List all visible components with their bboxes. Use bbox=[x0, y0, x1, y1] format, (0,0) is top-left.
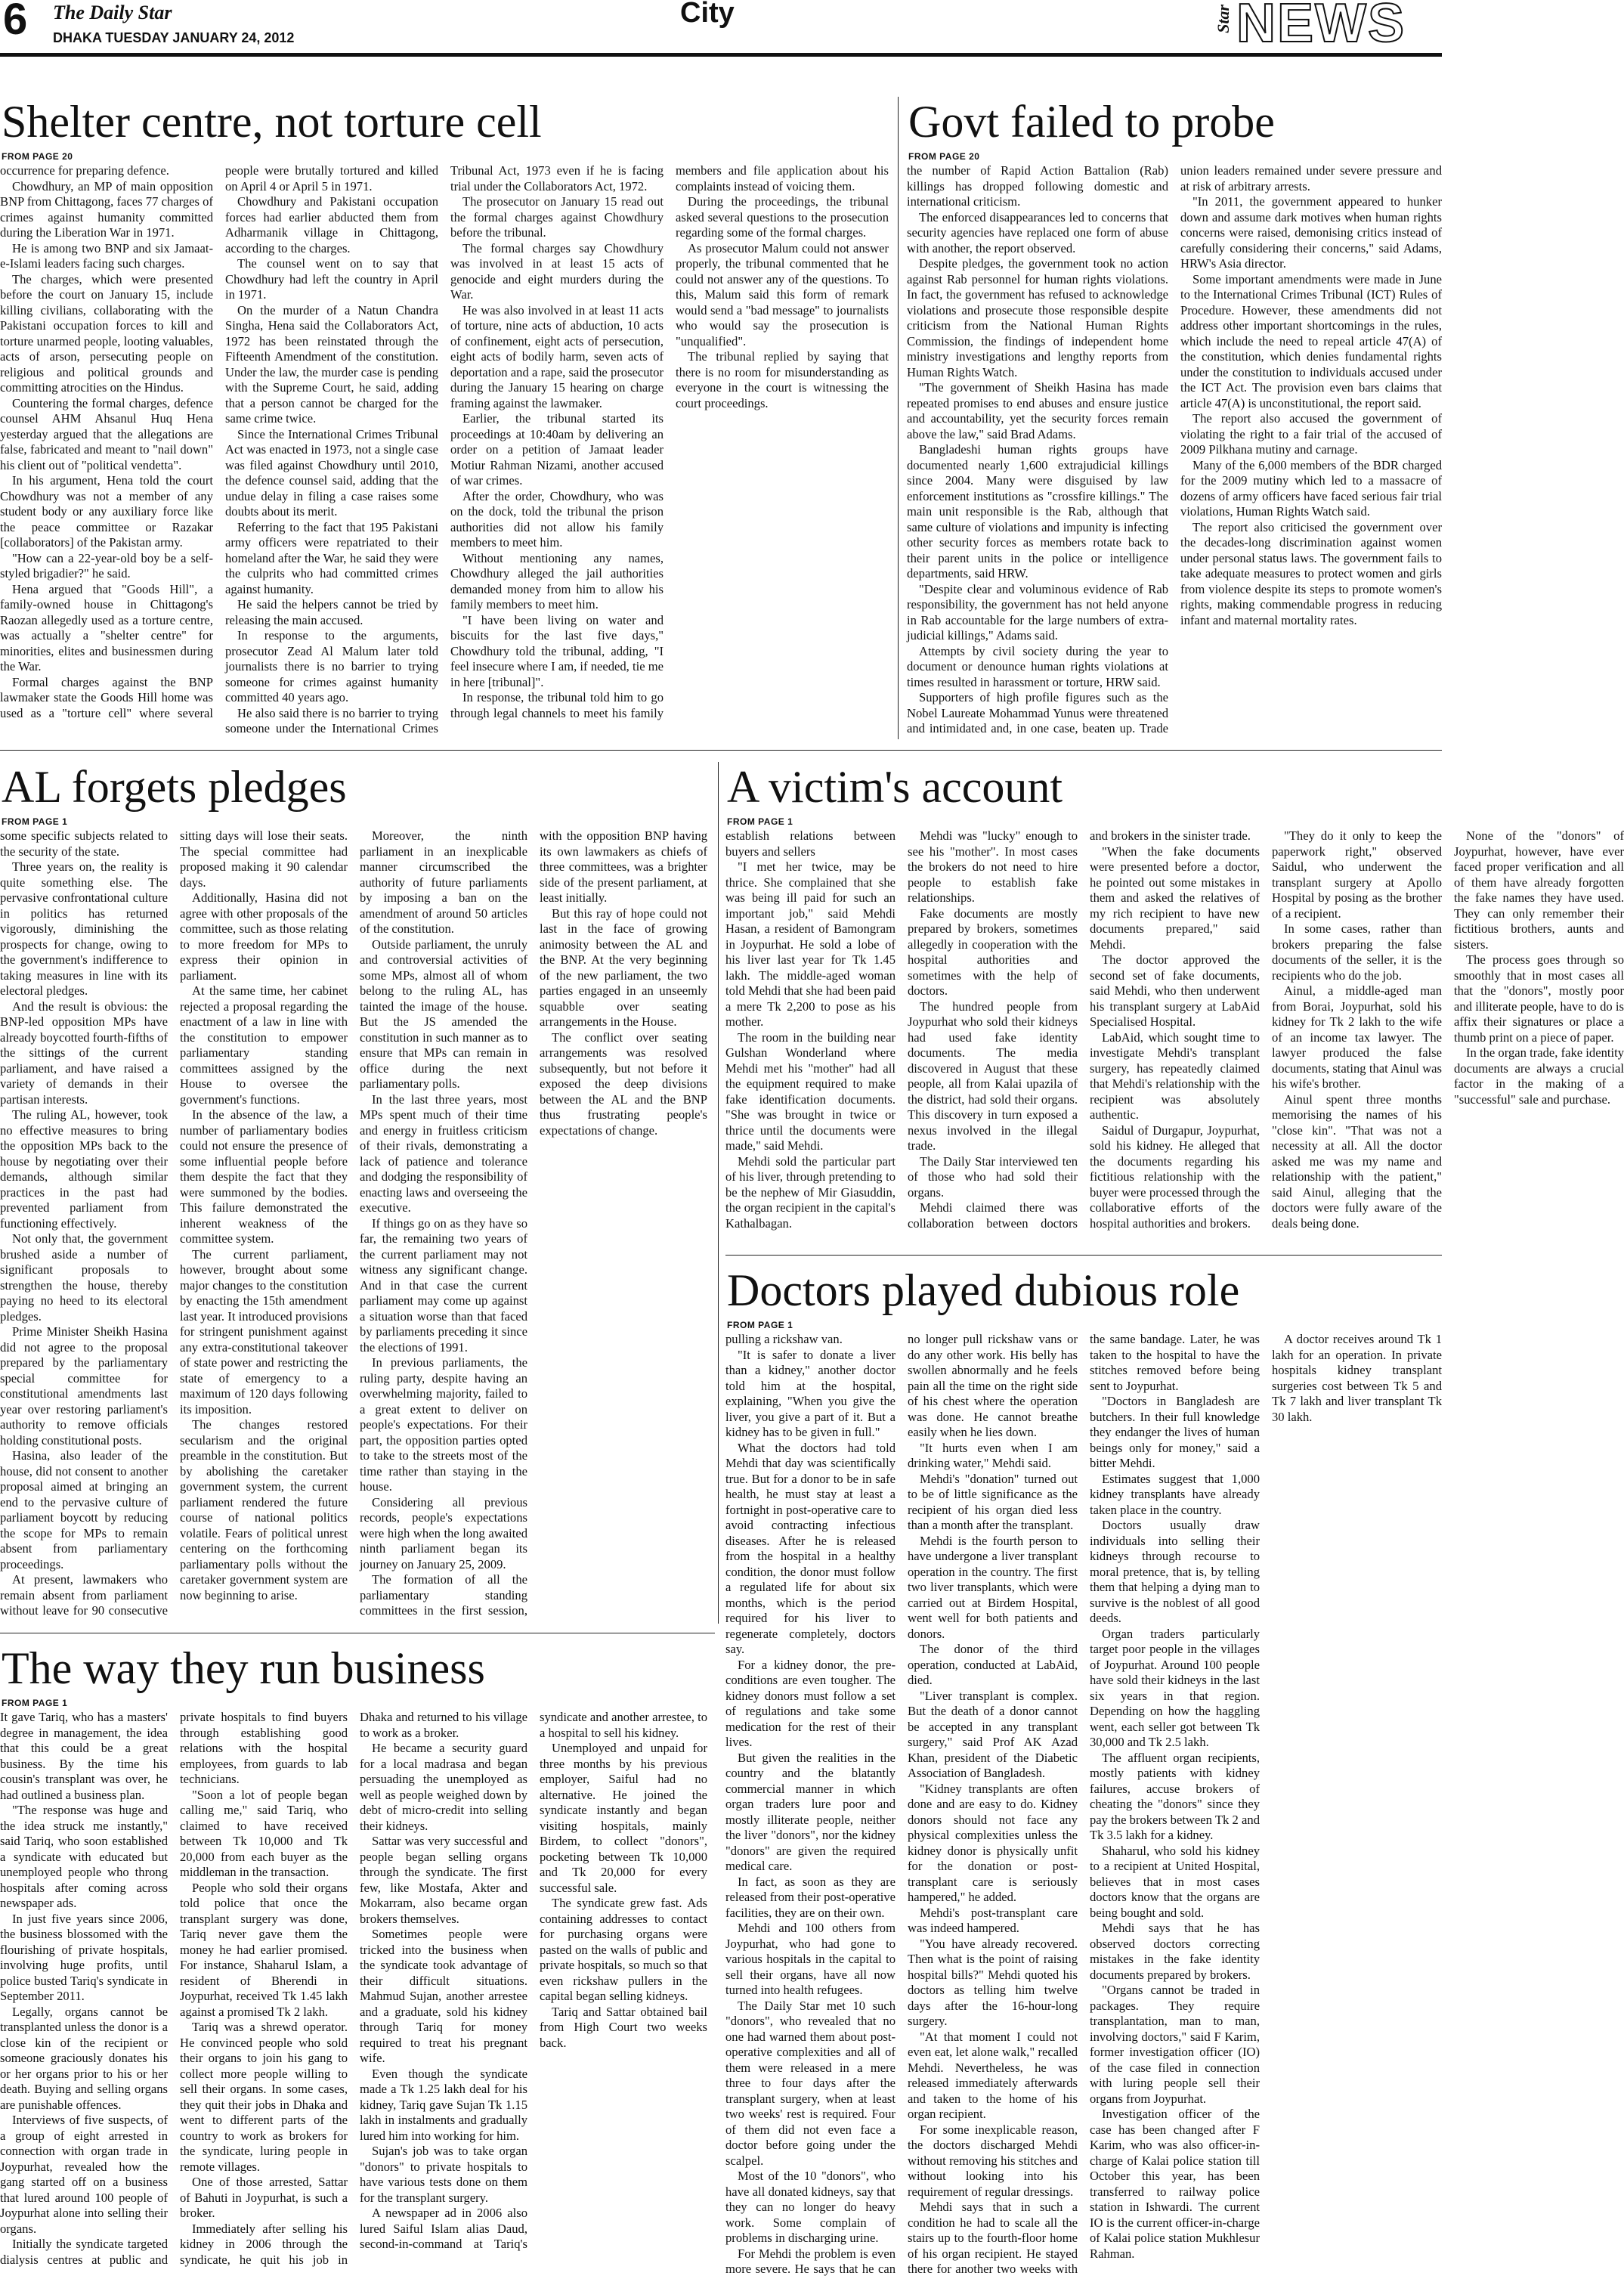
story-paragraph: "Soon a lot of people began calling me," said Tariq, who claimed to have received between Tk 10,000 and Tk 20,000 from each buyer as the middleman in the transaction. bbox=[180, 1787, 348, 1879]
story-paragraph: "It is safer to donate a liver than a kidney," another doctor told him at the hospital, explaining, "When you give the liver, you give a part of it. But a kidney has to be given in full." bbox=[725, 1347, 896, 1439]
story-paragraph: After the order, Chowdhury, who was on the dock, told the tribunal the prison authorities did not allow his family members to meet him. bbox=[450, 488, 664, 550]
headline: The way they run business bbox=[2, 1643, 485, 1693]
story-paragraph: The current parliament, however, brought about some major changes to the constitution by enacting the 15th amendment last year. It introduced provisions for stringent punishment against any extra-constitutional takeover of state power and restricting the state of emergency to a maximum of 120 days following its imposition. bbox=[180, 1246, 348, 1417]
story-paragraph: Investigation officer of the case has been changed after F Karim, who was also officer-in-charge of Kalai police station till October this year, has been transferred to railway police station in Ishwardi. The current IO is the current officer-in-charge of Kalai police station Mukhlesur Rahman. bbox=[1090, 2107, 1260, 2261]
jump-line: FROM PAGE 1 bbox=[727, 1320, 793, 1330]
story-paragraph: Outside parliament, the unruly and controversial activities of some MPs, almost all of whom belong to the ruling AL, has tainted the image of the house. But the JS amended the constitution in such manner as to ensure that MPs can remain in office during the next parliamentary polls. bbox=[360, 937, 527, 1091]
story-paragraph: Doctors usually draw individuals into selling their kidneys through recourse to moral pretence, that is, by telling them that helping a dying man to survive is the noblest of all good deeds. bbox=[1090, 1518, 1260, 1625]
story-paragraph: The process goes through so smoothly that in most cases all that the "donors", mostly poor and illiterate people, have to do is affix their signatures or place a thumb print on a piece of paper. bbox=[1454, 952, 1624, 1045]
headline: Shelter centre, not torture cell bbox=[2, 97, 542, 147]
story-paragraph: In just five years since 2006, the business blossomed with the flourishing of private hospitals, involving huge profits, until police busted Tariq's syndicate in September 2011. bbox=[0, 1911, 168, 2003]
story-paragraph: Mehdi sold the particular part of his liver, through pretending to be the nephew of Mir Giasuddin, the organ recipient in the capital's Kathalbagan. bbox=[725, 1153, 896, 1231]
story-paragraph: At the same time, her cabinet rejected a proposal regarding the enactment of a law in line with the constitution to empower parliamentary standing committees assigned by the House to oversee the government's functions. bbox=[180, 983, 348, 1107]
story-paragraph: The charges, which were presented before the court on January 15, include killing civilians, collaborating with the Pakistani occupation forces to kill and torture unarmed people, looting valuables, acts of arson, persecuting people on religious and political grounds and committing atrocities on the Hindus. bbox=[0, 271, 213, 395]
page-number: 6 bbox=[3, 0, 28, 44]
story-paragraph: The formal charges say Chowdhury was involved in at least 15 acts of genocide and eight murders during the War. bbox=[450, 240, 664, 302]
story-paragraph: "It hurts even when I am drinking water," Mehdi said. bbox=[908, 1440, 1078, 1470]
story-paragraph: Mehdi is the fourth person to have undergone a liver transplant operation in the country. The first two liver transplants, which were carried out at Birdem Hospital, went well for both patients and donors. bbox=[908, 1533, 1078, 1641]
headline: Govt failed to probe bbox=[908, 97, 1275, 147]
story-paragraph: Most of the 10 "donors", who have all donated kidneys, say that they can no longer do heavy work. Some complain of problems in discharging urine. bbox=[725, 2169, 896, 2245]
column-rule bbox=[898, 97, 899, 739]
dateline: DHAKA TUESDAY JANUARY 24, 2012 bbox=[53, 30, 295, 45]
story-paragraph: But this ray of hope could not last in the face of growing animosity between the AL and the BNP. At the very beginning of the new parliament, the two parties engaged in an unseemly squabble over seating arrangements in the House. bbox=[540, 906, 707, 1029]
story-paragraph: He also said there is no barrier to trying someone under the International Crimes Tribunal Act, 1973 even if he is facing trial under the Collaborators Act, 1972. bbox=[225, 163, 664, 735]
story-paragraph: Bangladeshi human rights groups have documented nearly 1,600 extrajudicial killings since 2004. Many were disguised by law enforcement institutions as "crossfire killings." The main unit responsible is the Rab, although that same culture of violations and impunity is infecting other security forces as members rotate back to their parent units in the police or intelligence departments, said HRW. bbox=[907, 442, 1168, 581]
story-paragraph: The prosecutor on January 15 read out the formal charges against Chowdhury before the tribunal. bbox=[450, 194, 664, 240]
story-paragraph: In response, the tribunal told him to go through legal channels to meet his family members and file application about his complaints instead of voicing them. bbox=[450, 163, 889, 720]
story-body bbox=[0, 1710, 707, 2280]
story-paragraph: Without mentioning any names, Chowdhury alleged the jail authorities demanded money from him to allow his family members to meet him. bbox=[450, 550, 664, 612]
story-paragraph: "Liver transplant is complex. But the death of a donor cannot be accepted in any transplant surgery," said Prof AK Azad Khan, president of the Diabetic Association of Bangladesh. bbox=[908, 1688, 1078, 1780]
story-paragraph: Not only that, the government brushed aside a number of significant proposals to strengthen the house, thereby paying no heed to its electoral pledges. bbox=[0, 1231, 168, 1324]
story-paragraph: On the murder of a Natun Chandra Singha, Hena said the Collaborators Act, 1972 has been reinstated through the Fifteenth Amendment of the constitution. Under the law, the murder case is pending with the Supreme Court, he said, adding that a person cannot be charged for the same crime twice. bbox=[225, 302, 438, 426]
story-paragraph: The report also accused the government of violating the right to a fair trial of the accused of 2009 Pilkhana mutiny and carnage. bbox=[1180, 411, 1442, 457]
story-paragraph: "They do it only to keep the paperwork right," observed Saidul, who underwent the transplant surgery at Apollo Hospital by posing as the brother of a recipient. bbox=[1272, 828, 1442, 921]
story-paragraph: Mehdi says that he has observed doctors correcting mistakes in the fake identity documents prepared by brokers. bbox=[1090, 1921, 1260, 1982]
story-paragraph: He became a security guard for a local madrasa and began persuading the unemployed as well as people weighed down by debt of micro-credit into selling their kidneys. bbox=[360, 1741, 527, 1833]
story-paragraph: establish relations between buyers and sellers bbox=[725, 828, 896, 859]
story-paragraph: Mehdi claimed there was collaboration between doctors and brokers in the sinister trade. bbox=[908, 828, 1251, 1231]
story-paragraph: "When the fake documents were presented before a doctor, he pointed out some mistakes in them and asked the relatives of my rich recipient to have new documents prepared," said Mehdi. bbox=[1090, 844, 1260, 952]
story-paragraph: Tariq was a shrewd operator. He convinced people who sold their organs to join his gang to collect more people willing to sell their organs. In some cases, they quit their jobs in Dhaka and went to different parts of the country to work as brokers for the syndicate, luring people in remote villages. bbox=[180, 2020, 348, 2174]
story-paragraph: He said the helpers cannot be tried by releasing the main accused. bbox=[225, 597, 438, 627]
story-paragraph: The enforced disappearances led to concerns that security agencies have replaced one form of abuse with another, the report observed. bbox=[907, 209, 1168, 255]
story-paragraph: Sometimes people were tricked into the business when the syndicate took advantage of their difficult situations. Mahmud Sujan, another arrestee and a graduate, sold his kidney through Tariq for money required to treat his pregnant wife. bbox=[360, 1927, 527, 2065]
story-paragraph: None of the "donors" of Joypurhat, however, have ever faced proper verification and all of them have already forgotten the fake names they have used. They can only remember their fictitious brothers, aunts and sisters. bbox=[1454, 828, 1624, 952]
story-paragraph: The tribunal replied by saying that there is no room for misunderstanding as everyone in the court is witnessing the court proceedings. bbox=[676, 349, 889, 410]
jump-line: FROM PAGE 1 bbox=[727, 816, 793, 827]
story-paragraph: The Daily Star interviewed ten of those who had sold their organs. bbox=[908, 1153, 1078, 1200]
story-paragraph: The conflict over seating arrangements was resolved subsequently, but not before it exposed the deep divisions between the AL and the BNP thus frustrating people's expectations of change. bbox=[540, 1030, 707, 1138]
story-paragraph: Some important amendments were made in June to the International Crimes Tribunal (ICT) Rules of Procedure. However, these amendments did not address other important shortcomings in the rules, which include the need to repeal article 47(A) of the constitution, which denies fundamental rights under the constitution to individuals accused under the ICT Act. The provision even bars claims that article 47(A) is unconstitutional, the report said. bbox=[1180, 271, 1442, 410]
story-paragraph: "How can a 22-year-old boy be a self-styled brigadier?" he said. bbox=[0, 550, 213, 581]
story-paragraph: "I have been living on water and biscuits for the last five days," Chowdhury told the tribunal, adding, "I feel insecure where I am, if needed, tie me in here [tribunal]". bbox=[450, 612, 664, 689]
story-paragraph: Supporters of high profile figures such as the Nobel Laureate Mohammad Yunus were threatened and intimidated and, in one case, beaten up. Trade union leaders remained under severe pressure and at risk of arbitrary arrests. bbox=[907, 163, 1442, 735]
story-paragraph: In the last three years, most MPs spent much of their time and energy in fruitless criticism of their rivals, demonstrating a lack of patience and tolerance and dodging the responsibility of enacting laws and overseeing the executive. bbox=[360, 1091, 527, 1215]
story-paragraph: A doctor receives around Tk 1 lakh for an operation. In private hospitals kidney transplant surgeries cost between Tk 5 and Tk 7 lakh and liver transplant Tk 30 lakh. bbox=[1272, 1332, 1442, 1424]
story-paragraph: A newspaper ad in 2006 also lured Saiful Islam alias Daud, second-in-command at Tariq's syndicate and another arrestee, to a hospital to sell his kidney. bbox=[360, 1710, 707, 2251]
story-paragraph: Initially the syndicate targeted dialysis centres at public and private hospitals to find buyers through establishing good relations with the hospital employees, from guards to lab technicians. bbox=[0, 1710, 348, 2267]
story-paragraph: Hasina, also leader of the house, did not consent to another proposal aimed at bringing an end to the pervasive culture of parliament boycott by reducing the scope for MPs to remain absent from parliamentary proceedings. bbox=[0, 1448, 168, 1571]
story-paragraph: LabAid, which sought time to investigate Mehdi's transplant surgery, has repeatedly claimed that Mehdi's relationship with the recipient was absolutely authentic. bbox=[1090, 1030, 1260, 1122]
story-paragraph: Legally, organs cannot be transplanted unless the donor is a close kin of the recipient or someone graciously donates his or her organs prior to his or her death. Buying and selling organs are punishable offences. bbox=[0, 2004, 168, 2112]
row-rule bbox=[0, 750, 1442, 751]
story-paragraph: The counsel went on to say that Chowdhury had left the country in April in 1971. bbox=[225, 256, 438, 302]
story-shelter-centre bbox=[0, 97, 889, 739]
story-paragraph: Chowdhury and Pakistani occupation forces had earlier abducted them from Adharmanik village in Chittagong, according to the charges. bbox=[225, 194, 438, 255]
story-govt-failed bbox=[907, 97, 1442, 739]
story-paragraph: Hena argued that "Goods Hill", a family-owned house in Chittagong's Raozan allegedly used as a torture centre, was actually a "shelter centre" for minorities, elites and businessmen during the War. bbox=[0, 581, 213, 673]
story-paragraph: Fake documents are mostly prepared by brokers, sometimes allegedly in cooperation with the hospital authorities and sometimes with the help of doctors. bbox=[908, 906, 1078, 998]
story-paragraph: Estimates suggest that 1,000 kidney transplants have already taken place in the country. bbox=[1090, 1471, 1260, 1517]
star-logo: Star bbox=[1214, 5, 1233, 33]
story-paragraph: Ainul, a middle-aged man from Borai, Joypurhat, sold his kidney for Tk 2 lakh to the wife of an income tax lawyer. The lawyer produced the false documents, stating that Ainul was his wife's brother. bbox=[1272, 983, 1442, 1091]
story-paragraph: Sujan's job was to take organ "donors" to private hospitals to have various tests done on them for the transplant surgery. bbox=[360, 2144, 527, 2205]
headline: Doctors played dubious role bbox=[727, 1265, 1240, 1315]
story-paragraph: "Despite clear and voluminous evidence of Rab responsibility, the government has not held anyone in Rab accountable for the large numbers of extra-judicial killings," Adams said. bbox=[907, 581, 1168, 642]
story-paragraph: The hundred people from Joypurhat who sold their kidneys had used fake identity documents. The media discovered in August that these people, all from Kalai upazila of the district, had sold their organs. This discovery in turn exposed a nexus involved in the illegal trade. bbox=[908, 999, 1078, 1153]
jump-line: FROM PAGE 20 bbox=[908, 151, 980, 162]
story-paragraph: For Mehdi the problem is even more severe. He says that he can no longer pull rickshaw vans or do any other work. His belly has swollen abnormally and he feels pain all the time on the right side of his chest where the operation was done. He cannot breathe easily when he lies down. bbox=[725, 1332, 1078, 2276]
story-way-they-run-business bbox=[0, 1643, 707, 2282]
news-wordmark: NEWS bbox=[1236, 0, 1406, 54]
story-paragraph: Interviews of five suspects, of a group of eight arrested in connection with organ trade in Joypurhat, revealed how the gang started off on a business that lured around 100 people of Joypurhat alone into selling their organs. bbox=[0, 2113, 168, 2236]
story-paragraph: Moreover, the ninth parliament in an inexplicable manner circumscribed the authority of future parliaments by imposing a ban on the amendment of around 50 articles of the constitution. bbox=[360, 828, 527, 936]
story-paragraph: "The response was huge and the idea struck me instantly," said Tariq, who soon established a syndicate with educated but unemployed people who throng hospitals after coming across newspaper ads. bbox=[0, 1803, 168, 1910]
story-paragraph: Saidul of Durgapur, Joypurhat, sold his kidney. He alleged that the documents regarding his fictitious relationship with the buyer were processed through the collaborative efforts of the hospital authorities and brokers. bbox=[1090, 1122, 1260, 1231]
story-paragraph: "Organs cannot be traded in packages. They require transplantation, man to man, involving doctors," said F Karim, former investigation officer (IO) of the case filed in connection with luring people sell their organs from Joypurhat. bbox=[1090, 1983, 1260, 2106]
story-paragraph: The formation of all the parliamentary standing committees in the first session, with the opposition BNP having its own lawmakers as chiefs of three committees, was a brighter side of the present parliament, at least initially. bbox=[360, 828, 707, 1618]
headline: AL forgets pledges bbox=[2, 762, 347, 812]
story-paragraph: In the organ trade, fake identity documents are always a crucial factor in the making of a "successful" sale and purchase. bbox=[1454, 1045, 1624, 1107]
story-paragraph: Since the International Crimes Tribunal Act was enacted in 1973, not a single case was filed against Chowdhury until 2010, the defence counsel said, adding that the undue delay in filing a case raises some doubts about its merit. bbox=[225, 426, 438, 519]
story-paragraph: Shaharul, who sold his kidney to a recipient at United Hospital, believes that in most cases doctors know that the organs are being bought and sold. bbox=[1090, 1843, 1260, 1920]
story-paragraph: "You have already recovered. Then what is the point of raising hospital bills?" Mehdi quoted his doctors as telling him twelve days after the 16-hour-long surgery. bbox=[908, 1936, 1078, 2028]
story-paragraph: The report also criticised the government over the decades-long discrimination against women under personal status laws. The government fails to take adequate measures to protect women and girls from violence despite its steps to promote women's rights, making commendable progress in reducing infant and maternal mortality rates. bbox=[1180, 519, 1442, 627]
story-paragraph: Mehdi's "donation" turned out to be of little significance as the recipient of his organ died less than a month after the transplant. bbox=[908, 1471, 1078, 1532]
story-paragraph: The doctor approved the second set of fake documents, said Mehdi, who then underwent his transplant surgery at LabAid Specialised Hospital. bbox=[1090, 952, 1260, 1029]
story-paragraph: Unemployed and unpaid for three months by his previous employer, Saiful had no alternative. He joined the syndicate instantly and began visiting hospitals, mainly Birdem, to collect "donors", pocketing between Tk 10,000 and Tk 20,000 for every successful sale. bbox=[540, 1741, 707, 1895]
story-paragraph: Countering the formal charges, defence counsel AHM Ahsanul Huq Hena yesterday argued that the allegations are false, fabricated and meant to "nail down" his client out of "political vendetta". bbox=[0, 395, 213, 472]
story-paragraph: In fact, as soon as they are released from their post-operative facilities, they are on their own. bbox=[725, 1874, 896, 1920]
headline: A victim's account bbox=[727, 762, 1063, 812]
story-paragraph: In some cases, rather than brokers preparing the false documents of the seller, it is the recipients who do the job. bbox=[1272, 921, 1442, 983]
story-body bbox=[0, 163, 889, 738]
story-paragraph: For some inexplicable reason, the doctors discharged Mehdi without removing his stitches and without looking into his requirement of regular dressings. bbox=[908, 2122, 1078, 2199]
story-paragraph: He was also involved in at least 11 acts of torture, nine acts of abduction, 10 acts of confinement, eight acts of persecution, eight acts of bodily harm, seven acts of deportation and a rape, said the prosecutor during the January 15 hearing on charge framing against the lawmaker. bbox=[450, 302, 664, 410]
story-paragraph: Even though the syndicate made a Tk 1.25 lakh deal for his kidney, Tariq gave Sujan Tk 1.15 lakh in instalments and gradually lured him into working for him. bbox=[360, 2066, 527, 2143]
story-paragraph: Attempts by civil society during the year to document or denounce human rights violations at times resulted in harassment or torture, HRW said. bbox=[907, 643, 1168, 689]
jump-line: FROM PAGE 1 bbox=[2, 1698, 68, 1708]
story-paragraph: Considering all previous records, people's expectations were high when the long awaited ninth parliament began its journey on January 25, 2009. bbox=[360, 1494, 527, 1571]
story-paragraph: The room in the building near Gulshan Wonderland where Mehdi met his "mother" had all the equipment required to make fake identification documents. "She was brought in twice or thrice until the documents were made," said Mehdi. bbox=[725, 1030, 896, 1153]
row-rule bbox=[725, 1255, 1442, 1256]
story-body bbox=[0, 828, 707, 1622]
story-body bbox=[725, 828, 1624, 1244]
story-paragraph: Despite pledges, the government took no action against Rab personnel for human rights violations. In fact, the government has refused to acknowledge violations and prosecute those responsible despite criticism from the National Human Rights Commission, the findings of independent home ministry investigations and lengthy reports from Human Rights Watch. bbox=[907, 256, 1168, 379]
story-paragraph: In the absence of the law, a number of parliamentary bodies could not ensure the presence of some influential people before them despite the fact that they were summoned by the bodies. This failure demonstrated the inherent weakness of the committee system. bbox=[180, 1107, 348, 1246]
story-paragraph: "Kidney transplants are often done and are easy to do. Kidney donors should not face any physical complexities unless the kidney donor is physically unfit for the donation or post-transplant care is seriously hampered," he added. bbox=[908, 1781, 1078, 1904]
masthead bbox=[0, 0, 1442, 57]
story-paragraph: Three years on, the reality is quite something else. The pervasive confrontational culture in politics has returned vigorously, diminishing the prospects for change, owing to the government's indifference to taking measures in line with its electoral pledges. bbox=[0, 859, 168, 998]
jump-line: FROM PAGE 20 bbox=[2, 151, 73, 162]
story-paragraph: Mehdi's post-transplant care was indeed hampered. bbox=[908, 1905, 1078, 1935]
story-paragraph: "Doctors in Bangladesh are butchers. In their full knowledge they endanger the lives of human beings only for money," said a bitter Mehdi. bbox=[1090, 1394, 1260, 1470]
story-paragraph: Mehdi was "lucky" enough to see his "mother". In most cases the brokers do not need to hire people to establish fake relationships. bbox=[908, 828, 1078, 905]
paper-name: The Daily Star bbox=[53, 2, 172, 23]
story-paragraph: What the doctors had told Mehdi that day was scientifically true. But for a donor to be in safe health, he must stay at least a fortnight in post-operative care to avoid contracting infectious diseases. After he is released from the hospital in a healthy condition, the donor must follow a regulated life for about six months, which is the period required for his liver to regenerate completely, doctors say. bbox=[725, 1440, 896, 1656]
story-paragraph: Additionally, Hasina did not agree with other proposals of the committee, such as those relating to more freedom for MPs to express their opinion in parliament. bbox=[180, 890, 348, 983]
story-paragraph: Sattar was very successful and people began selling organs through the syndicate. The first few, like Mostafa, Akter and Mokarram, also became organ brokers themselves. bbox=[360, 1834, 527, 1926]
column-rule bbox=[718, 762, 719, 1624]
story-paragraph: The Daily Star met 10 such "donors", who revealed that no one had warned them about post-operative complexities and all of them were released in a mere three to four days after the transplant surgery, when at least two weeks' rest is required. Four of them did not even face a doctor before going under the scalpel. bbox=[725, 1998, 896, 2168]
story-paragraph: One of those arrested, Sattar of Bahuti in Joypurhat, is such a broker. bbox=[180, 2175, 348, 2220]
story-paragraph: "I met her twice, may be thrice. She complained that she was being ill paid for such an important job," said Mehdi Hasan, a resident of Bamongram in Joypurhat. He sold a lobe of his liver last year for Tk 1.45 lakh. The middle-aged woman told Mehdi that she had been paid a mere Tk 2,200 to pose as his mother. bbox=[725, 859, 896, 1029]
story-paragraph: Mehdi says that in such a condition he had to scale all the stairs up to the fourth-floor home of his organ recipient. He stayed there for another two weeks with the same bandage. Later, he was taken to the hospital to have the stitches removed before being sent to Joypurhat. bbox=[908, 1332, 1260, 2276]
story-paragraph: "The government of Sheikh Hasina has made repeated promises to end abuses and ensure justice and accountability, yet the security forces remain above the law," said Brad Adams. bbox=[907, 380, 1168, 441]
story-body bbox=[907, 163, 1442, 738]
section-name: City bbox=[680, 0, 735, 29]
story-paragraph: Referring to the fact that 195 Pakistani army officers were repatriated to their homeland after the War, he said they were the culprits who had committed crimes against humanity. bbox=[225, 519, 438, 596]
story-paragraph: Tariq and Sattar obtained bail from High Court two weeks back. bbox=[540, 2004, 707, 2050]
story-paragraph: Organ traders particularly target poor people in the villages of Joypurhat. Around 100 people have sold their kidneys in the last six years in that region. Depending on how the haggling went, each seller got between Tk 30,000 and Tk 2.5 lakh. bbox=[1090, 1626, 1260, 1749]
story-paragraph: The syndicate grew fast. Ads containing addresses to contact for purchasing organs were pasted on the walls of public and private hospitals, so much so that even rickshaw pullers in the capital began selling kidneys. bbox=[540, 1896, 707, 2003]
story-paragraph: In his argument, Hena told the court Chowdhury was not a member of any student body or any auxiliary force like the peace committee or Razakar [collaborators] of the Pakistan army. bbox=[0, 473, 213, 550]
story-paragraph: Prime Minister Sheikh Hasina did not agree to the proposal prepared by the parliamentary special committee for constitutional amendments last year over restoring parliament's authority to remove officials holding constitutional posts. bbox=[0, 1324, 168, 1448]
story-paragraph: Formal charges against the BNP lawmaker state the Goods Hill home was used as a "torture cell" where several people were brutally tortured and killed on April 4 or April 5 in 1971. bbox=[0, 163, 438, 720]
story-paragraph: the number of Rapid Action Battalion (Rab) killings has dropped following domestic and international criticism. bbox=[907, 163, 1168, 209]
story-paragraph: For a kidney donor, the pre-conditions are even tougher. The kidney donors must follow a set of regulations and take some medication for the rest of their lives. bbox=[725, 1657, 896, 1749]
story-paragraph: Mehdi and 100 others from Joypurhat, who had gone to various hospitals in the capital to sell their organs, have all now turned into health refugees. bbox=[725, 1921, 896, 1997]
story-paragraph: Chowdhury, an MP of main opposition BNP from Chittagong, faces 77 charges of crimes against humanity committed during the Liberation War in 1971. bbox=[0, 178, 213, 240]
story-paragraph: It gave Tariq, who has a masters' degree in management, the idea that this could be a great business. By the time his cousin's transplant was over, he had outlined a business plan. bbox=[0, 1710, 168, 1802]
story-paragraph: occurrence for preparing defence. bbox=[0, 163, 169, 178]
story-body bbox=[725, 1332, 1442, 2280]
story-paragraph: In response to the arguments, prosecutor Zead Al Malum later told journalists there is no barrier to trying someone for crimes against humanity committed 40 years ago. bbox=[225, 628, 438, 704]
story-paragraph: In previous parliaments, the ruling party, despite having an overwhelming majority, failed to a great extent to deliver on people's expectations. For their part, the opposition parties opted to take to the streets most of the time rather than staying in the house. bbox=[360, 1355, 527, 1494]
story-paragraph: pulling a rickshaw van. bbox=[725, 1332, 843, 1346]
story-paragraph: But given the realities in the country and the blatantly commercial manner in which organ traders lure poor and mostly illiterate people, neither the liver "donors", nor the kidney "donors" are given the required medical care. bbox=[725, 1750, 896, 1873]
story-paragraph: At present, lawmakers who remain absent from parliament without leave for 90 consecutive sitting days will lose their seats. The special committee had proposed making it 90 calendar days. bbox=[0, 828, 348, 1618]
story-paragraph: some specific subjects related to the security of the state. bbox=[0, 828, 168, 859]
story-paragraph: The changes restored secularism and the original preamble in the constitution. But by abolishing the caretaker government system, the current parliament rendered the future course of national politics volatile. Fears of political unrest centering on the forthcoming parliamentary polls without the caretaker government system are now beginning to arise. bbox=[180, 1417, 348, 1602]
story-paragraph: "In 2011, the government appeared to hunker down and assume dark motives when human rights concerns were raised, demonising critics instead of carefully considering their concerns," said Adams, HRW's Asia director. bbox=[1180, 194, 1442, 271]
story-paragraph: The donor of the third operation, conducted at LabAid, died. bbox=[908, 1642, 1078, 1687]
story-paragraph: People who sold their organs told police that once the transplant surgery was done, Tariq never gave them the money he had earlier promised. For instance, Shaharul Islam, a resident of Bherendi in Joypurhat, received Tk 1.45 lakh against a promised Tk 2 lakh. bbox=[180, 1880, 348, 2019]
story-paragraph: The affluent organ recipients, mostly patients with kidney failures, accuse brokers of cheating the "donors" since they pay the brokers between Tk 2 and Tk 3.5 lakh for a kidney. bbox=[1090, 1750, 1260, 1842]
story-paragraph: During the proceedings, the tribunal asked several questions to the prosecution regarding some of the formal charges. bbox=[676, 194, 889, 240]
story-paragraph: And the result is obvious: the BNP-led opposition MPs have already boycotted fourth-fifths of the sittings of the current parliament, and have raised a variety of demands in their partisan interests. bbox=[0, 999, 168, 1107]
story-paragraph: Immediately after selling his kidney in 2006 through the syndicate, he quit his job in Dhaka and returned to his village to work as a broker. bbox=[180, 1710, 527, 2267]
jump-line: FROM PAGE 1 bbox=[2, 816, 68, 827]
story-victims-account bbox=[725, 762, 1624, 1246]
story-paragraph: Earlier, the tribunal started its proceedings at 10:40am by delivering an order on a petition of Jamaat leader Motiur Rahman Nizami, another accused of war crimes. bbox=[450, 411, 664, 488]
story-paragraph: Ainul spent three months memorising the names of his "close kin". "That was not a necessity at all. All the doctor asked me was my name and relationship with the patient," said Ainul, alleging that the doctors were fully aware of the deals being done. bbox=[1272, 1091, 1442, 1231]
story-paragraph: As prosecutor Malum could not answer properly, the tribunal commented that he could not answer any of the questions. To this, Malum said this form of remark would send a "bad message" to journalists who would say the prosecution is "unqualified". bbox=[676, 240, 889, 348]
story-paragraph: If things go on as they have so far, the remaining two years of the current parliament may not witness any significant change. And in that case the current parliament may come up against a situation worse than that faced by parliaments preceding it since the elections of 1991. bbox=[360, 1215, 527, 1355]
story-paragraph: He is among two BNP and six Jamaat-e-Islami leaders facing such charges. bbox=[0, 240, 213, 271]
story-al-forgets bbox=[0, 762, 707, 1624]
story-paragraph: Many of the 6,000 members of the BDR charged for the 2009 mutiny which led to a massacre of dozens of army officers have faced serious fair trial violations, Human Rights Watch said. bbox=[1180, 457, 1442, 519]
story-paragraph: The ruling AL, however, took no effective measures to bring the opposition MPs back to the house by negotiating over their demands, although similar practices in the past had prevented parliament from functioning effectively. bbox=[0, 1107, 168, 1231]
story-doctors-dubious bbox=[725, 1265, 1442, 2282]
story-paragraph: "At that moment I could not even eat, let alone walk," recalled Mehdi. Nevertheless, he was released immediately afterwards and taken to the home of his organ recipient. bbox=[908, 2029, 1078, 2121]
